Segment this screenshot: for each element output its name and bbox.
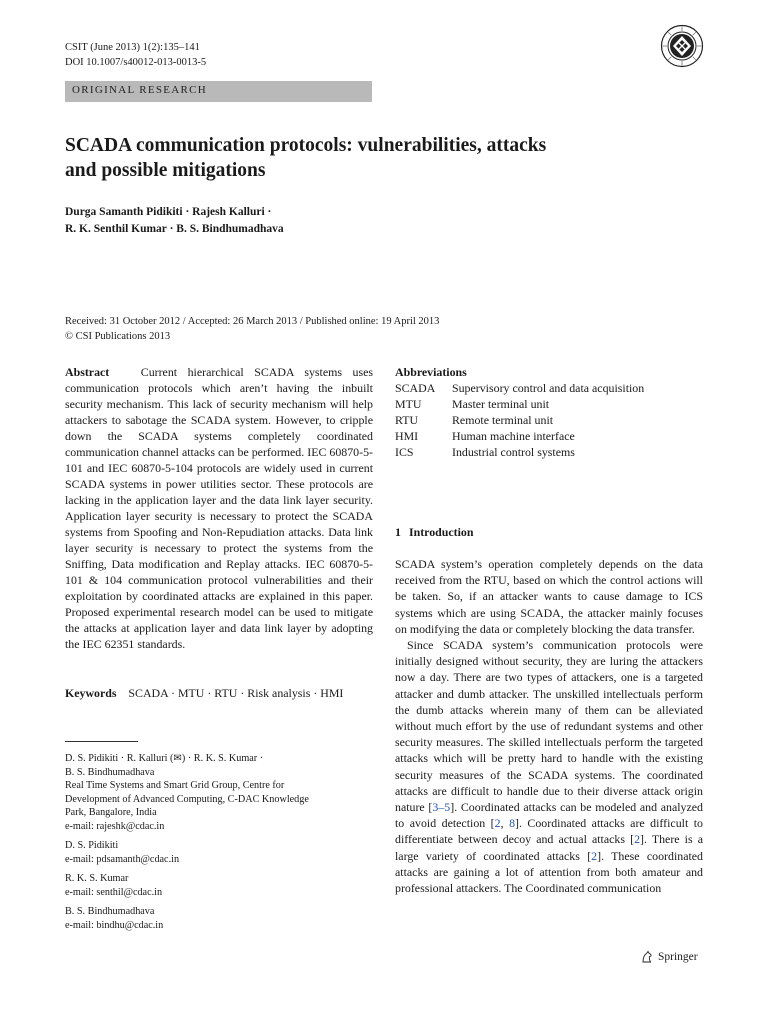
abstract-text: Current hierarchical SCADA systems uses communication protocols which aren’t having the inbuilt security mechanism. This lack of security mechanism will help attackers to sabotage the SCADA system. However, to cripple down the SCADA systems completely coordinated communication channel attacks can be performed. IEC 60870-5-101 and IEC 60870-5-104 protocols are widely used in current SCADA systems in power utilities sector. These protocols are lacking in the application layer and the data link layer security. Application layer security is necessary to protect the SCADA systems from Spoofing and Non-Repudiation attacks. Data link layer security is necessary to protect the systems from the Sniffing, Data modification and Replay attacks. IEC 60870-5-101 & 104 communication protocol vulnerabilities and their exploitation by coordinated attacks are explained in this paper. Proposed experimental research model can be used to mitigate the attacks at application layer and data link layer by adopting the IEC 62351 standards. <box>65 365 373 651</box>
author-line-2: R. K. Senthil Kumar · B. S. Bindhumadhava <box>65 223 284 235</box>
affiliation-line: B. S. Bindhumadhava <box>65 766 155 778</box>
text-run: ]. Coordinated attacks are difficult to differentiate between decoy and actual attacks [ <box>395 816 703 847</box>
article-type-banner <box>65 81 372 102</box>
footnote-rule <box>65 741 138 742</box>
author-line-1: Durga Samanth Pidikiti · Rajesh Kalluri · <box>65 206 272 218</box>
title-line-1: SCADA communication protocols: vulnerabilities, attacks <box>65 135 547 156</box>
citation-link[interactable]: 2 <box>591 848 598 863</box>
dates-line: Received: 31 October 2012 / Accepted: 26 March 2013 / Published online: 19 April 2013 <box>65 316 440 327</box>
affiliation-block <box>65 872 365 899</box>
abbreviation-definition: Supervisory control and data acquisition <box>452 381 645 395</box>
abbreviation-term: ICS <box>395 445 414 459</box>
abbreviation-row <box>395 412 715 428</box>
text-run: ]. There is a large variety of coordinated attacks [ <box>395 832 703 863</box>
abstract <box>65 364 373 652</box>
affiliation-line: Park, Bangalore, India <box>65 807 157 818</box>
journal-header <box>65 40 206 70</box>
abbreviation-row <box>395 380 715 396</box>
publisher-footer <box>640 950 698 964</box>
abbreviations <box>395 364 715 460</box>
text-run: Since SCADA system’s communication protocols were initially designed without security, they are luring the attackers now a day. There are two types of attackers, one is a targeted attacker and dumb attacker. The unskilled intellectuals perform the dumb attacks wherein many of them can be alleviated without much effort by the use of redundant systems and other security measures. The skilled intellectuals perform the targeted attacks which will be pretty hard to handle with the existing security measures of the SCADA systems. The coordinated attacks are difficult to handle due to their diverse attack origin nature [ <box>395 638 703 815</box>
section-title: Introduction <box>408 525 474 539</box>
journal-citation: CSIT (June 2013) 1(2):135–141 <box>65 42 200 53</box>
abbreviation-definition: Human machine interface <box>452 429 575 443</box>
citation-link[interactable]: 2 <box>634 832 641 847</box>
text-run: , <box>500 816 510 831</box>
paragraph <box>395 637 703 896</box>
paragraph: SCADA system’s operation completely depends on the data received from the RTU, based on which the control actions will be taken. So, if an attacker wants to cause damage to ICS systems which are using SCADA, the attacker mainly focuses on modifying the data or completely blocking the data transfer. <box>395 557 703 636</box>
abbreviation-term: HMI <box>395 429 419 443</box>
abbreviations-heading: Abbreviations <box>395 365 467 379</box>
abbreviation-term: SCADA <box>395 381 436 395</box>
abbreviation-row <box>395 396 715 412</box>
introduction-body <box>395 556 703 896</box>
text-run: ]. Coordinated attacks can be modeled and analyzed to avoid detection [ <box>395 800 703 831</box>
article-type-label: ORIGINAL RESEARCH <box>72 84 208 96</box>
title-line-2: and possible mitigations <box>65 160 266 181</box>
text-run: ]. These coordinated attacks are gaining a lot of attention from both amateur and professional attackers. The Coordinated communication <box>395 848 703 896</box>
email-link[interactable]: e-mail: rajeshk@cdac.in <box>65 820 165 832</box>
affiliation-block <box>65 752 365 833</box>
citation-link[interactable]: 3–5 <box>432 800 451 815</box>
doi: DOI 10.1007/s40012-013-0013-5 <box>65 57 207 68</box>
abbreviation-term: RTU <box>395 413 419 427</box>
abbreviation-row <box>395 428 715 444</box>
section-heading <box>395 525 474 540</box>
publisher-name: Springer <box>658 951 698 963</box>
springer-horse-icon <box>640 950 654 964</box>
section-number: 1 <box>395 525 401 539</box>
affiliation-line: R. K. S. Kumar <box>65 873 129 884</box>
email-link[interactable]: e-mail: bindhu@cdac.in <box>65 919 164 931</box>
affiliation-line: B. S. Bindhumadhava <box>65 906 155 917</box>
affiliation-line: D. S. Pidikiti · R. Kalluri (✉) · R. K. S. Kumar · <box>65 753 264 764</box>
affiliations <box>65 752 365 938</box>
abbreviation-definition: Industrial control systems <box>452 445 575 459</box>
affiliation-line: D. S. Pidikiti <box>65 840 119 851</box>
article-history <box>65 314 439 344</box>
abbreviation-term: MTU <box>395 397 422 411</box>
abbreviation-definition: Remote terminal unit <box>452 413 554 427</box>
abstract-heading: Abstract <box>65 365 110 379</box>
author-list <box>65 204 284 238</box>
citation-link[interactable]: 2 <box>494 816 501 831</box>
affiliation-line: Real Time Systems and Smart Grid Group, Centre for <box>65 780 285 791</box>
keywords-text: SCADA · MTU · RTU · Risk analysis · HMI <box>128 686 344 700</box>
email-link[interactable]: e-mail: pdsamanth@cdac.in <box>65 853 180 865</box>
abbreviation-definition: Master terminal unit <box>452 397 550 411</box>
abbreviation-row <box>395 444 715 460</box>
copyright-line: © CSI Publications 2013 <box>65 331 171 342</box>
affiliation-block <box>65 839 365 866</box>
keywords <box>65 685 385 701</box>
keywords-heading: Keywords <box>65 686 117 700</box>
paper-title <box>65 133 625 183</box>
citation-link[interactable]: 8 <box>509 816 516 831</box>
affiliation-block <box>65 905 365 932</box>
email-link[interactable]: e-mail: senthil@cdac.in <box>65 886 163 898</box>
affiliation-line: Development of Advanced Computing, C-DAC Knowledge <box>65 793 309 805</box>
csi-society-seal-icon <box>660 24 704 68</box>
